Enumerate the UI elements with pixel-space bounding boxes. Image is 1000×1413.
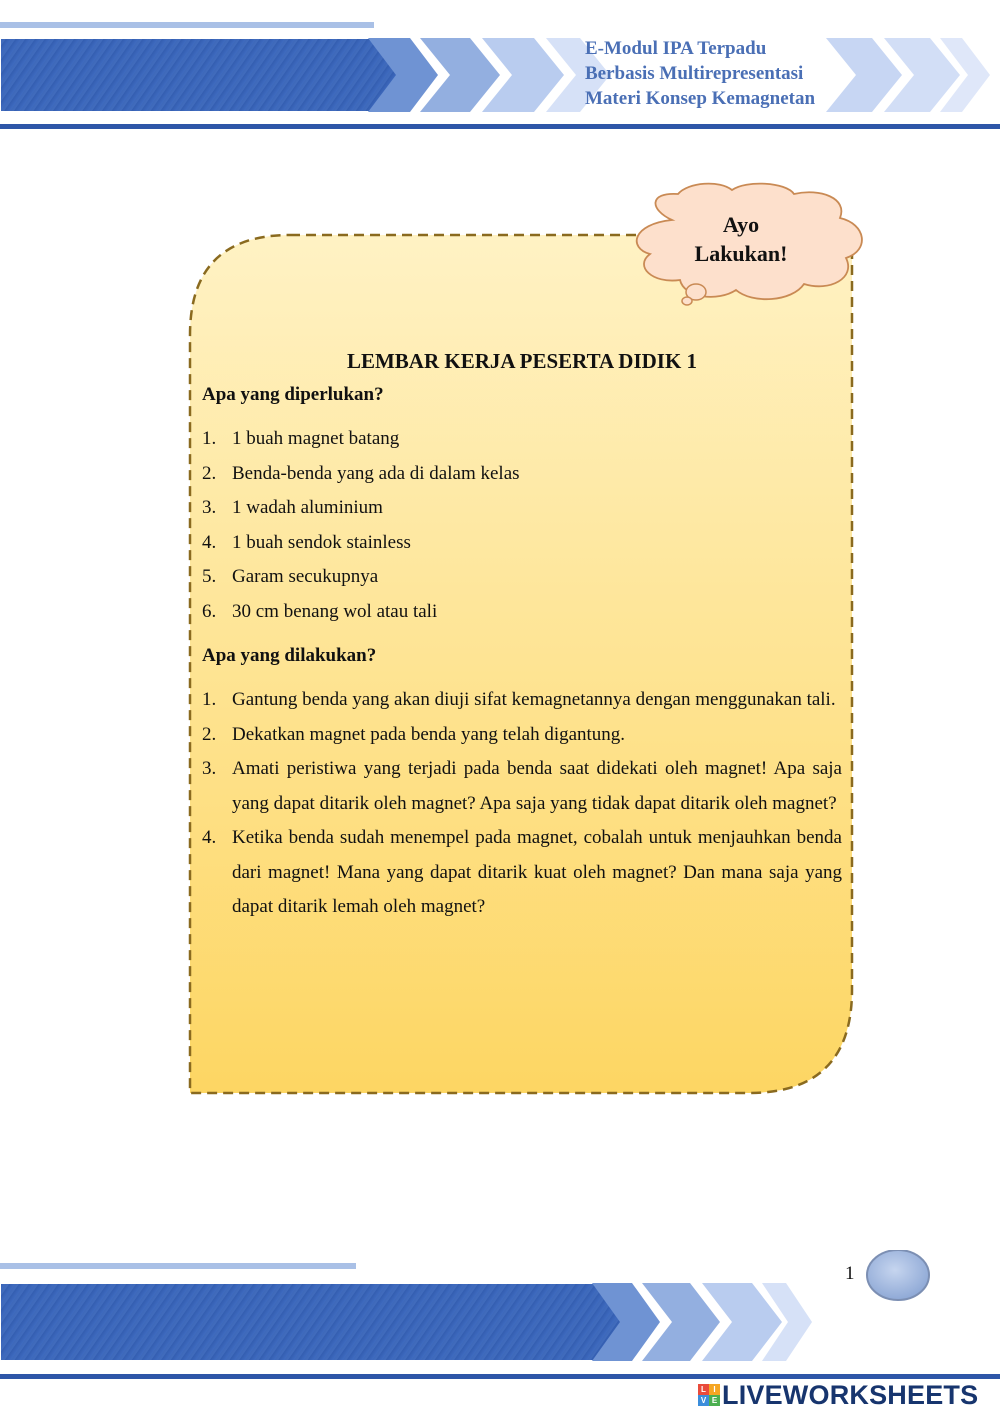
materials-list	[202, 422, 842, 629]
list-item	[202, 457, 842, 492]
list-number: 2.	[202, 723, 217, 745]
list-item	[202, 526, 842, 561]
list-number: 1.	[202, 428, 217, 449]
callout-text	[668, 210, 814, 268]
list-text: Ketika benda sudah menempel pada magnet, cobalah untuk menjauhkan benda dari magnet! Mana yang dapat ditarik kuat oleh magnet? Dan mana saja yang dapat ditarik lemah oleh magnet?	[232, 827, 842, 917]
module-title	[585, 36, 845, 111]
list-item	[202, 718, 842, 753]
page-number: 1	[845, 1263, 855, 1284]
liveworksheets-brand[interactable]	[698, 1380, 978, 1410]
list-number: 3.	[202, 497, 217, 518]
list-text: Amati peristiwa yang terjadi pada benda saat didekati oleh magnet! Apa saja yang dapat ditarik oleh magnet? Apa saja yang tidak dapat ditarik oleh magnet?	[232, 758, 842, 814]
materials-heading: Apa yang diperlukan?	[202, 384, 384, 405]
module-title-line-3: Materi Konsep Kemagnetan	[585, 88, 816, 109]
list-text: Benda-benda yang ada di dalam kelas	[232, 462, 520, 484]
module-title-line-2: Berbasis Multirepresentasi	[585, 63, 804, 84]
list-item	[202, 752, 842, 821]
list-number: 3.	[202, 758, 217, 779]
logo-letter: I	[709, 1384, 720, 1395]
list-item	[202, 422, 842, 457]
logo-letter: E	[709, 1395, 720, 1406]
header-banner	[0, 0, 1000, 140]
page-number-oval	[867, 1250, 929, 1300]
logo-letter: L	[698, 1384, 709, 1395]
steps-heading: Apa yang dilakukan?	[202, 645, 377, 666]
liveworksheets-name: LIVEWORKSHEETS	[722, 1379, 979, 1410]
callout-line-1: Ayo	[722, 212, 760, 237]
worksheet-title: LEMBAR KERJA PESERTA DIDIK 1	[346, 349, 698, 373]
module-title-line-1: E-Modul IPA Terpadu	[585, 38, 767, 59]
header-bottom-line	[0, 124, 1000, 129]
footer-bottom-line	[0, 1374, 1000, 1379]
list-item	[202, 491, 842, 526]
footer-top-line	[0, 1263, 356, 1269]
list-item	[202, 560, 842, 595]
logo-letter: V	[698, 1395, 709, 1406]
steps-list	[202, 683, 842, 925]
list-text: Dekatkan magnet pada benda yang telah digantung.	[232, 723, 626, 745]
list-number: 4.	[202, 531, 217, 553]
list-number: 6.	[202, 600, 217, 622]
header-top-line	[0, 22, 374, 28]
list-text: Gantung benda yang akan diuji sifat kemagnetannya dengan menggunakan tali.	[232, 689, 836, 710]
liveworksheets-logo-icon	[698, 1384, 720, 1406]
list-number: 1.	[202, 689, 217, 710]
footer-bar	[0, 1283, 622, 1361]
list-text: 30 cm benang wol atau tali	[232, 600, 438, 622]
cloud-bubble-small	[682, 297, 692, 305]
list-number: 4.	[202, 827, 217, 848]
callout-line-2: Lakukan!	[694, 241, 788, 266]
list-text: 1 buah sendok stainless	[232, 531, 411, 553]
list-text: Garam secukupnya	[232, 566, 379, 587]
worksheet-content	[202, 346, 842, 937]
list-item	[202, 595, 842, 630]
list-number: 2.	[202, 462, 217, 484]
list-text: 1 buah magnet batang	[232, 428, 400, 449]
list-text: 1 wadah aluminium	[232, 497, 383, 518]
list-number: 5.	[202, 566, 217, 587]
list-item	[202, 683, 842, 718]
header-bar	[0, 38, 398, 112]
list-item	[202, 821, 842, 925]
